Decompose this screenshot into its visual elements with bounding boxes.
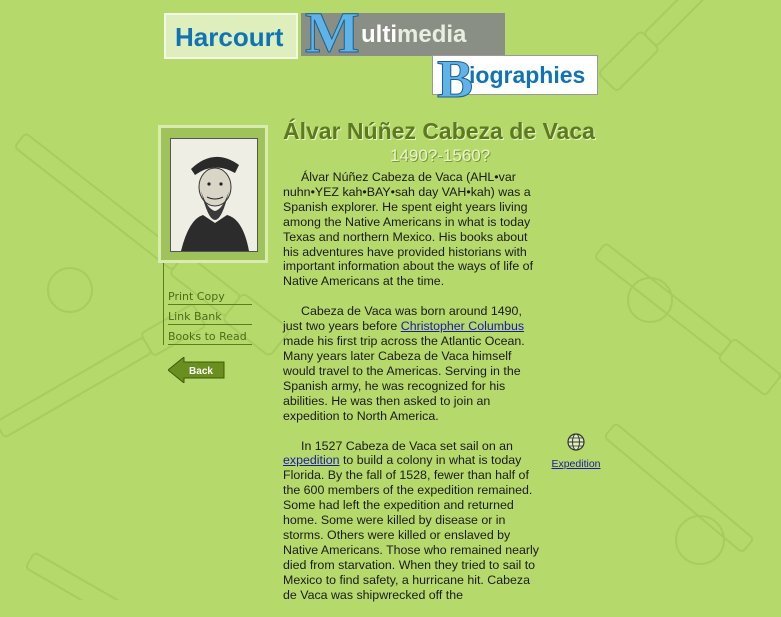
portrait-frame <box>158 125 268 263</box>
christopher-columbus-link[interactable]: Christopher Columbus <box>400 319 525 334</box>
multimedia-logo-text <box>361 21 466 49</box>
link-bank-link[interactable]: Link Bank <box>168 310 252 325</box>
back-button[interactable] <box>168 357 226 383</box>
expedition-side-label[interactable]: Expedition <box>551 458 601 470</box>
books-to-read-link[interactable]: Books to Read <box>168 330 252 345</box>
paragraph-2-end: made his first trip across the Atlantic Ocean. Many years later Cabeza de Vaca himself would travel to the Americas. Serving in the Spanish army, he was recognized for his abilities. He was then asked to join an expedition to North America. <box>283 334 525 423</box>
globe-icon <box>566 432 586 452</box>
paragraph-3-start: In 1527 Cabeza de Vaca set sail on an <box>301 438 513 453</box>
print-copy-link[interactable]: Print Copy <box>168 290 252 305</box>
biography-text <box>283 170 539 617</box>
portrait-sketch <box>171 139 257 251</box>
biographies-logo <box>432 49 598 109</box>
multimedia-logo-text-white: ulti <box>361 21 397 48</box>
harcourt-logo <box>164 13 298 59</box>
paragraph-2-start: Cabeza de Vaca was born around 1490, just two years before <box>283 304 522 334</box>
paragraph-2 <box>283 304 539 423</box>
expedition-inline-link[interactable]: expedition <box>283 453 340 468</box>
multimedia-logo <box>301 0 505 65</box>
biographies-logo-text: iographies <box>469 62 586 88</box>
paragraph-3 <box>283 439 539 603</box>
multimedia-logo-initial: M <box>305 0 360 65</box>
paragraph-3-end: to build a colony in what is today Florida. By the fall of 1528, fewer than half of the 600 members of the expedition remained. Some had left the expedition and returned home. Some were killed by disease or in storms. Others were killed or enslaved by Native Americans. Those who remained nearly died from starvation. When they tried to sail to Mexico to find safety, a hurricane hit. Cabeza de Vaca was shipwrecked off the <box>283 453 539 602</box>
back-button-label: Back <box>189 366 213 377</box>
expedition-side-link[interactable] <box>550 432 602 470</box>
back-arrow-icon <box>168 357 226 383</box>
paragraph-1: Álvar Núñez Cabeza de Vaca (AHL•var nuhn•YEZ kah•BAY•sah day VAH•kah) was a Spanish explorer. He spent eight years living among the Native Americans in what is today Texas and northern Mexico. His books about his adventures have provided historians with important information about the ways of life of Native Americans at the time. <box>283 170 534 289</box>
multimedia-logo-text-grey: media <box>397 21 467 48</box>
biographies-logo-initial: B <box>437 49 474 109</box>
portrait-image <box>170 138 258 252</box>
page-title: Álvar Núñez Cabeza de Vaca <box>283 118 595 144</box>
harcourt-logo-text: Harcourt <box>175 22 284 52</box>
nav-divider <box>163 263 164 345</box>
life-dates: 1490?-1560? <box>390 146 491 165</box>
